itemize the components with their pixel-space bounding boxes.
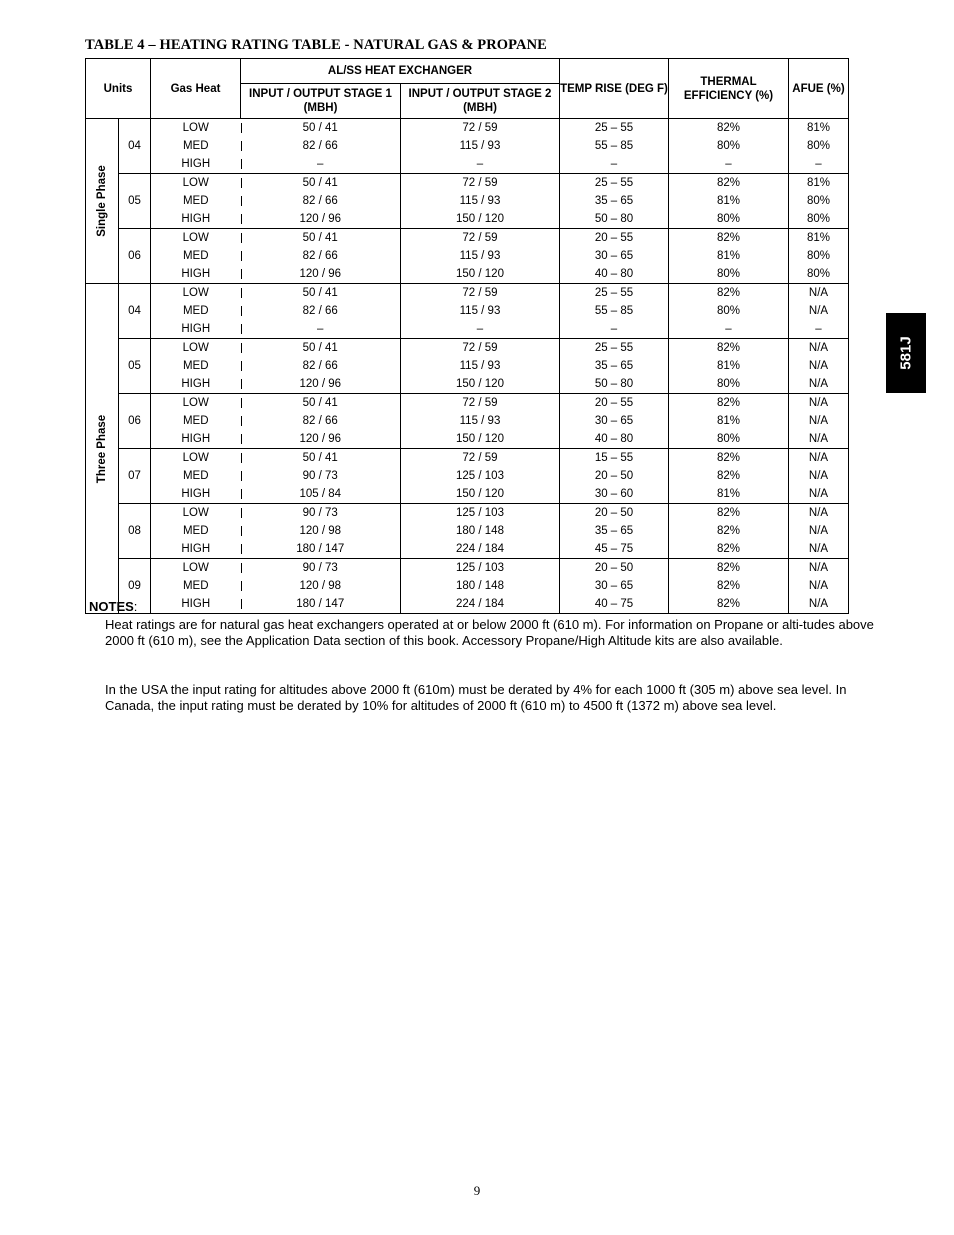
header-stage2: INPUT / OUTPUT STAGE 2 (MBH) — [401, 84, 560, 119]
gas-heat: HIGH — [151, 595, 241, 614]
afue-value: 81% — [789, 229, 849, 248]
afue-value: N/A — [789, 412, 849, 430]
temp-rise-value: 55 – 85 — [560, 137, 669, 155]
table-row — [86, 449, 849, 468]
gas-heat: HIGH — [151, 375, 241, 394]
stage2-value: 150 / 120 — [401, 210, 560, 229]
unit-size: 04 — [119, 284, 151, 339]
stage1-value: 120 / 96 — [241, 265, 401, 284]
temp-rise-value: 30 – 65 — [560, 577, 669, 595]
stage1-value: 90 / 73 — [241, 467, 401, 485]
afue-value: 80% — [789, 137, 849, 155]
table-row — [86, 485, 849, 504]
thermal-efficiency-value: 80% — [669, 430, 789, 449]
table-row — [86, 229, 849, 248]
stage2-value: 150 / 120 — [401, 430, 560, 449]
table-row — [86, 302, 849, 320]
thermal-efficiency-value: 82% — [669, 559, 789, 578]
gas-heat: LOW — [151, 119, 241, 138]
gas-heat: MED — [151, 467, 241, 485]
phase-label: Three Phase — [96, 414, 108, 483]
afue-value: N/A — [789, 559, 849, 578]
stage1-value: 90 / 73 — [241, 504, 401, 523]
temp-rise-value: 30 – 65 — [560, 412, 669, 430]
gas-heat: HIGH — [151, 430, 241, 449]
unit-size: 05 — [119, 339, 151, 394]
temp-rise-value: 30 – 60 — [560, 485, 669, 504]
table-body — [86, 119, 849, 614]
stage1-value: 180 / 147 — [241, 540, 401, 559]
temp-rise-value: 25 – 55 — [560, 339, 669, 358]
stage2-value: 72 / 59 — [401, 284, 560, 303]
thermal-efficiency-value: 82% — [669, 174, 789, 193]
temp-rise-value: 50 – 80 — [560, 375, 669, 394]
unit-size: 07 — [119, 449, 151, 504]
stage1-value: 50 / 41 — [241, 119, 401, 138]
stage2-value: 224 / 184 — [401, 595, 560, 614]
stage2-value: 180 / 148 — [401, 577, 560, 595]
temp-rise-value: 35 – 65 — [560, 357, 669, 375]
afue-value: N/A — [789, 504, 849, 523]
thermal-efficiency-value: 81% — [669, 485, 789, 504]
stage2-value: 115 / 93 — [401, 192, 560, 210]
temp-rise-value: 50 – 80 — [560, 210, 669, 229]
gas-heat: MED — [151, 577, 241, 595]
stage1-value: – — [241, 320, 401, 339]
note-1: Heat ratings are for natural gas heat exchangers operated at or below 2000 ft (610 m). For information on Propane or alti-tudes above 2000 ft (610 m), see the Application Data section of this book. Accessory Propane/High Altitude kits are also available. — [105, 617, 874, 648]
temp-rise-value: 25 – 55 — [560, 119, 669, 138]
thermal-efficiency-value: 82% — [669, 467, 789, 485]
gas-heat: MED — [151, 412, 241, 430]
gas-heat: HIGH — [151, 485, 241, 504]
stage2-value: 150 / 120 — [401, 485, 560, 504]
unit-size: 06 — [119, 394, 151, 449]
header-heat-exchanger: AL/SS HEAT EXCHANGER — [241, 59, 560, 84]
stage2-value: 115 / 93 — [401, 357, 560, 375]
phase-label-cell — [86, 284, 119, 614]
table-row — [86, 284, 849, 303]
temp-rise-value: 20 – 50 — [560, 559, 669, 578]
afue-value: 80% — [789, 247, 849, 265]
afue-value: 81% — [789, 174, 849, 193]
stage1-value: 82 / 66 — [241, 192, 401, 210]
afue-value: N/A — [789, 577, 849, 595]
afue-value: N/A — [789, 430, 849, 449]
gas-heat: HIGH — [151, 540, 241, 559]
stage2-value: 72 / 59 — [401, 229, 560, 248]
temp-rise-value: 35 – 65 — [560, 522, 669, 540]
stage2-value: 224 / 184 — [401, 540, 560, 559]
stage1-value: 82 / 66 — [241, 412, 401, 430]
afue-value: – — [789, 320, 849, 339]
stage1-value: 82 / 66 — [241, 137, 401, 155]
stage1-value: – — [241, 155, 401, 174]
afue-value: 80% — [789, 192, 849, 210]
gas-heat: MED — [151, 137, 241, 155]
gas-heat: MED — [151, 522, 241, 540]
stage2-value: 115 / 93 — [401, 137, 560, 155]
afue-value: N/A — [789, 449, 849, 468]
stage1-value: 50 / 41 — [241, 229, 401, 248]
afue-value: N/A — [789, 357, 849, 375]
stage2-value: 125 / 103 — [401, 504, 560, 523]
stage1-value: 120 / 98 — [241, 577, 401, 595]
temp-rise-value: 20 – 50 — [560, 504, 669, 523]
table-row — [86, 504, 849, 523]
stage2-value: 72 / 59 — [401, 339, 560, 358]
stage2-value: 125 / 103 — [401, 467, 560, 485]
afue-value: N/A — [789, 375, 849, 394]
afue-value: 81% — [789, 119, 849, 138]
side-tab — [886, 313, 926, 393]
thermal-efficiency-value: 80% — [669, 375, 789, 394]
stage2-value: 150 / 120 — [401, 265, 560, 284]
table-row — [86, 210, 849, 229]
notes-heading-label: NOTES — [89, 599, 134, 614]
afue-value: N/A — [789, 540, 849, 559]
stage2-value: – — [401, 155, 560, 174]
stage1-value: 50 / 41 — [241, 174, 401, 193]
table-row — [86, 265, 849, 284]
afue-value: 80% — [789, 265, 849, 284]
afue-value: N/A — [789, 522, 849, 540]
thermal-efficiency-value: 80% — [669, 137, 789, 155]
phase-label-cell — [86, 119, 119, 284]
page-number: 9 — [473, 1183, 481, 1198]
gas-heat: MED — [151, 247, 241, 265]
table-row — [86, 540, 849, 559]
afue-value: N/A — [789, 485, 849, 504]
stage1-value: 120 / 96 — [241, 375, 401, 394]
afue-value: N/A — [789, 467, 849, 485]
stage1-value: 50 / 41 — [241, 449, 401, 468]
stage2-value: 72 / 59 — [401, 174, 560, 193]
side-tab-label: 581J — [897, 336, 915, 370]
unit-size: 08 — [119, 504, 151, 559]
table-row — [86, 155, 849, 174]
table-row — [86, 174, 849, 193]
afue-value: N/A — [789, 284, 849, 303]
unit-size: 05 — [119, 174, 151, 229]
table-row — [86, 247, 849, 265]
stage2-value: 72 / 59 — [401, 119, 560, 138]
table-row — [86, 339, 849, 358]
temp-rise-value: 25 – 55 — [560, 284, 669, 303]
afue-value: N/A — [789, 595, 849, 614]
thermal-efficiency-value: – — [669, 320, 789, 339]
unit-size: 09 — [119, 559, 151, 614]
temp-rise-value: 55 – 85 — [560, 302, 669, 320]
afue-value: – — [789, 155, 849, 174]
stage1-value: 120 / 98 — [241, 522, 401, 540]
stage1-value: 50 / 41 — [241, 284, 401, 303]
thermal-efficiency-value: 82% — [669, 284, 789, 303]
afue-value: N/A — [789, 339, 849, 358]
temp-rise-value: 40 – 80 — [560, 265, 669, 284]
table-row — [86, 119, 849, 138]
unit-size: 06 — [119, 229, 151, 284]
stage1-value: 180 / 147 — [241, 595, 401, 614]
header-thermal-efficiency: THERMAL EFFICIENCY (%) — [669, 59, 789, 119]
gas-heat: LOW — [151, 284, 241, 303]
stage2-value: 72 / 59 — [401, 394, 560, 413]
stage1-value: 82 / 66 — [241, 247, 401, 265]
table-title: TABLE 4 – HEATING RATING TABLE - NATURAL GAS & PROPANE — [85, 37, 547, 53]
table-row — [86, 577, 849, 595]
thermal-efficiency-value: 82% — [669, 577, 789, 595]
temp-rise-value: 40 – 75 — [560, 595, 669, 614]
gas-heat: HIGH — [151, 155, 241, 174]
gas-heat: LOW — [151, 339, 241, 358]
header-afue: AFUE (%) — [789, 59, 849, 119]
thermal-efficiency-value: 82% — [669, 449, 789, 468]
stage2-value: 115 / 93 — [401, 412, 560, 430]
thermal-efficiency-value: 82% — [669, 522, 789, 540]
stage1-value: 50 / 41 — [241, 394, 401, 413]
gas-heat: MED — [151, 192, 241, 210]
table-row — [86, 320, 849, 339]
gas-heat: LOW — [151, 504, 241, 523]
gas-heat: HIGH — [151, 210, 241, 229]
table-row — [86, 137, 849, 155]
stage1-value: 120 / 96 — [241, 430, 401, 449]
table-row — [86, 430, 849, 449]
temp-rise-value: 15 – 55 — [560, 449, 669, 468]
table-row — [86, 412, 849, 430]
gas-heat: LOW — [151, 449, 241, 468]
thermal-efficiency-value: 82% — [669, 394, 789, 413]
note-2: In the USA the input rating for altitudes above 2000 ft (610m) must be derated by 4% for each 1000 ft (305 m) above sea level. In Canada, the input rating must be derated by 10% for altitudes of 2000 ft (610 m) to 4500 ft (1372 m) above sea level. — [105, 682, 847, 713]
thermal-efficiency-value: 81% — [669, 357, 789, 375]
header-temp-rise: TEMP RISE (DEG F) — [560, 59, 669, 119]
stage2-value: 115 / 93 — [401, 247, 560, 265]
unit-size: 04 — [119, 119, 151, 174]
temp-rise-value: – — [560, 155, 669, 174]
header-gas-heat: Gas Heat — [151, 59, 241, 119]
notes-heading-colon: : — [133, 599, 138, 614]
thermal-efficiency-value: 82% — [669, 229, 789, 248]
afue-value: 80% — [789, 210, 849, 229]
afue-value: N/A — [789, 394, 849, 413]
stage1-value: 82 / 66 — [241, 357, 401, 375]
stage2-value: – — [401, 320, 560, 339]
thermal-efficiency-value: 80% — [669, 302, 789, 320]
table-row — [86, 467, 849, 485]
temp-rise-value: 40 – 80 — [560, 430, 669, 449]
thermal-efficiency-value: 82% — [669, 504, 789, 523]
stage2-value: 125 / 103 — [401, 559, 560, 578]
table-row — [86, 394, 849, 413]
stage1-value: 90 / 73 — [241, 559, 401, 578]
header-stage1: INPUT / OUTPUT STAGE 1 (MBH) — [241, 84, 401, 119]
notes-heading — [89, 599, 137, 614]
gas-heat: LOW — [151, 174, 241, 193]
phase-label: Single Phase — [96, 165, 108, 237]
stage1-value: 105 / 84 — [241, 485, 401, 504]
table-row — [86, 595, 849, 614]
thermal-efficiency-value: 81% — [669, 247, 789, 265]
temp-rise-value: – — [560, 320, 669, 339]
temp-rise-value: 45 – 75 — [560, 540, 669, 559]
stage2-value: 115 / 93 — [401, 302, 560, 320]
temp-rise-value: 20 – 55 — [560, 229, 669, 248]
thermal-efficiency-value: 81% — [669, 192, 789, 210]
temp-rise-value: 30 – 65 — [560, 247, 669, 265]
gas-heat: MED — [151, 302, 241, 320]
thermal-efficiency-value: 82% — [669, 339, 789, 358]
thermal-efficiency-value: 80% — [669, 210, 789, 229]
thermal-efficiency-value: – — [669, 155, 789, 174]
table-row — [86, 559, 849, 578]
gas-heat: LOW — [151, 229, 241, 248]
gas-heat: LOW — [151, 394, 241, 413]
stage2-value: 180 / 148 — [401, 522, 560, 540]
table-row — [86, 192, 849, 210]
table-row — [86, 522, 849, 540]
stage1-value: 50 / 41 — [241, 339, 401, 358]
temp-rise-value: 35 – 65 — [560, 192, 669, 210]
gas-heat: MED — [151, 357, 241, 375]
gas-heat: LOW — [151, 559, 241, 578]
stage1-value: 82 / 66 — [241, 302, 401, 320]
stage1-value: 120 / 96 — [241, 210, 401, 229]
gas-heat: HIGH — [151, 265, 241, 284]
stage2-value: 150 / 120 — [401, 375, 560, 394]
heating-rating-table — [85, 58, 849, 614]
temp-rise-value: 20 – 55 — [560, 394, 669, 413]
temp-rise-value: 20 – 50 — [560, 467, 669, 485]
table-row — [86, 357, 849, 375]
thermal-efficiency-value: 80% — [669, 265, 789, 284]
table-row — [86, 375, 849, 394]
thermal-efficiency-value: 82% — [669, 540, 789, 559]
thermal-efficiency-value: 81% — [669, 412, 789, 430]
thermal-efficiency-value: 82% — [669, 119, 789, 138]
temp-rise-value: 25 – 55 — [560, 174, 669, 193]
gas-heat: HIGH — [151, 320, 241, 339]
thermal-efficiency-value: 82% — [669, 595, 789, 614]
stage2-value: 72 / 59 — [401, 449, 560, 468]
afue-value: N/A — [789, 302, 849, 320]
header-units: Units — [86, 59, 151, 119]
